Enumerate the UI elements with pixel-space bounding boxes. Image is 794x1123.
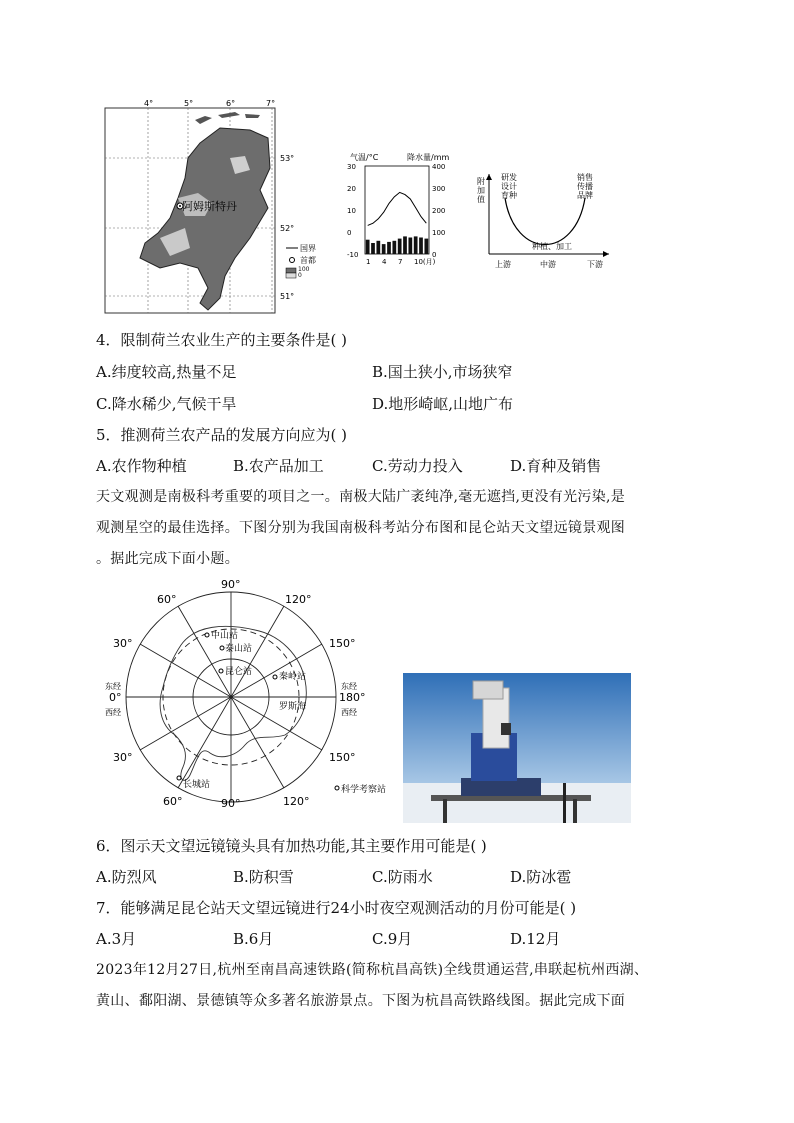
q7-option-a[interactable]: A.3月 [96, 930, 137, 948]
x-tick: 1 [366, 258, 371, 266]
q6-option-b[interactable]: B.防积雪 [233, 868, 294, 886]
temperature-line [368, 192, 427, 225]
station-greatwall: 长城站 [183, 780, 211, 790]
q5-stem: 5．推测荷兰农产品的发展方向应为( ) [96, 426, 348, 444]
netherlands-map [100, 98, 316, 318]
precip-bar [403, 236, 407, 254]
y-left-tick: 20 [347, 185, 356, 193]
precip-bar [387, 242, 391, 254]
legend-elev [298, 267, 309, 279]
precip-bar [408, 238, 412, 255]
q6-stem: 6．图示天文望远镜镜头具有加热功能,其主要作用可能是( ) [96, 837, 487, 855]
y-left-tick: 30 [347, 163, 356, 171]
q7-option-c[interactable]: C.9月 [372, 930, 413, 948]
y-label-char: 附 [477, 177, 485, 186]
y-right-tick: 200 [432, 207, 446, 215]
q7-stem: 7．能够满足昆仑站天文望远镜进行24小时夜空观测活动的月份可能是( ) [96, 899, 577, 917]
q4-option-b[interactable]: B.国土狭小,市场狭窄 [372, 363, 513, 381]
x-tick: 7 [398, 258, 403, 266]
climate-chart [345, 152, 465, 272]
antarctic-map [105, 575, 405, 810]
q5-option-c[interactable]: C.劳动力投入 [372, 457, 463, 475]
deg-90-top: 90° [221, 578, 241, 591]
elev-bottom: 0 [298, 272, 302, 279]
left-label-line: 设计 [501, 182, 517, 191]
deg-120-br: 120° [283, 795, 310, 808]
west-label-r: 西经 [341, 708, 357, 717]
y-right-label: 降水量/mm [407, 153, 450, 162]
lat-label: 51° [280, 292, 295, 301]
deg-60-tl: 60° [157, 593, 177, 606]
station-zhongshan: 中山站 [211, 631, 239, 641]
intro-line-3: 。据此完成下面小题。 [96, 551, 239, 567]
lon-label: 7° [266, 99, 276, 108]
q4-option-c[interactable]: C.降水稀少,气候干旱 [96, 395, 237, 413]
legend-capital: 首都 [300, 256, 316, 265]
right-label-line: 销售 [577, 173, 593, 182]
precip-bar [392, 241, 396, 254]
east-label-r: 东经 [341, 682, 357, 691]
bottom-line-2: 黄山、鄱阳湖、景德镇等众多著名旅游景点。下图为杭昌高铁路线图。据此完成下面 [96, 993, 626, 1009]
y-left-tick: 10 [347, 207, 356, 215]
deg-30-l: 30° [113, 637, 133, 650]
station-qinling: 秦岭站 [279, 672, 307, 682]
precip-bar [376, 241, 380, 254]
right-label-line: 品牌 [577, 191, 593, 200]
deg-90-bottom: 90° [221, 797, 241, 810]
curve [505, 198, 585, 245]
lon-label: 6° [226, 99, 236, 108]
q5-option-b[interactable]: B.农产品加工 [233, 457, 324, 475]
precip-bar [419, 238, 423, 255]
q5-option-d[interactable]: D.育种及销售 [510, 457, 602, 475]
deg-30-bl: 30° [113, 751, 133, 764]
precip-bar [414, 236, 418, 254]
y-right-tick: 300 [432, 185, 446, 193]
precip-bar [382, 244, 386, 254]
precip-bar [424, 239, 428, 254]
q6-option-a[interactable]: A.防烈风 [96, 868, 157, 886]
q4-stem: 4．限制荷兰农业生产的主要条件是( ) [96, 331, 348, 349]
west-label-l: 西经 [105, 708, 121, 717]
x-label-down: 下游 [587, 260, 603, 269]
y-left-tick: 0 [347, 229, 352, 237]
y-right-tick: 400 [432, 163, 446, 171]
x-label-up: 上游 [495, 260, 511, 269]
station-taishan: 泰山站 [225, 644, 253, 654]
y-left-label: 气温/°C [350, 153, 379, 162]
precip-bar [398, 239, 402, 254]
y-label-char: 加 [477, 186, 485, 195]
lon-label: 5° [184, 99, 194, 108]
y-label-char: 值 [477, 195, 485, 204]
q4-option-a[interactable]: A.纬度较高,热量不足 [96, 363, 237, 381]
deg-120-tr: 120° [285, 593, 312, 606]
intro-line-2: 观测星空的最佳选择。下图分别为我国南极科考站分布图和昆仑站天文望远镜景观图 [96, 520, 626, 536]
east-label-l: 东经 [105, 682, 121, 691]
deg-0: 0° [109, 691, 122, 704]
left-label-line: 研发 [501, 173, 517, 182]
station-kunlun: 昆仑站 [225, 667, 253, 677]
bottom-line-1: 2023年12月27日,杭州至南昌高速铁路(简称杭昌高铁)全线贯通运营,串联起杭州西湖、 [96, 962, 649, 978]
lat-label: 52° [280, 224, 295, 233]
right-label [577, 172, 593, 200]
x-tick: 10(月) [414, 258, 436, 266]
x-tick: 4 [382, 258, 387, 266]
q6-option-c[interactable]: C.防雨水 [372, 868, 433, 886]
deg-60-bl: 60° [163, 795, 183, 808]
legend-border: 国界 [300, 244, 316, 253]
right-label-line: 传播 [577, 182, 593, 191]
q5-option-a[interactable]: A.农作物种植 [96, 457, 187, 475]
telescope-photo [403, 673, 631, 823]
ross-sea-label: 罗斯海 [279, 702, 307, 712]
precip-bar [366, 240, 370, 254]
legend-station: 科学考察站 [341, 785, 387, 795]
q7-option-d[interactable]: D.12月 [510, 930, 561, 948]
deg-180: 180° [339, 691, 366, 704]
x-label-mid: 中游 [540, 260, 556, 269]
bottom-label: 种植、加工 [532, 242, 572, 251]
deg-150-r: 150° [329, 637, 356, 650]
left-label-line: 育种 [501, 191, 517, 200]
deg-150-br: 150° [329, 751, 356, 764]
y-right-tick: 100 [432, 229, 446, 237]
y-right-tick: 0 [432, 251, 437, 259]
q7-option-b[interactable]: B.6月 [233, 930, 274, 948]
elev-top: 100 [298, 266, 310, 273]
y-left-tick: -10 [347, 251, 359, 259]
q4-option-d[interactable]: D.地形崎岖,山地广布 [372, 395, 514, 413]
q6-option-d[interactable]: D.防冰雹 [510, 868, 572, 886]
left-label [501, 172, 517, 200]
precip-bar [371, 243, 375, 254]
lat-label: 53° [280, 154, 295, 163]
intro-line-1: 天文观测是南极科考重要的项目之一。南极大陆广袤纯净,毫无遮挡,更没有光污染,是 [96, 489, 626, 505]
smile-curve [475, 170, 615, 270]
capital-label: 阿姆斯特丹 [182, 200, 237, 213]
lon-label: 4° [144, 99, 154, 108]
